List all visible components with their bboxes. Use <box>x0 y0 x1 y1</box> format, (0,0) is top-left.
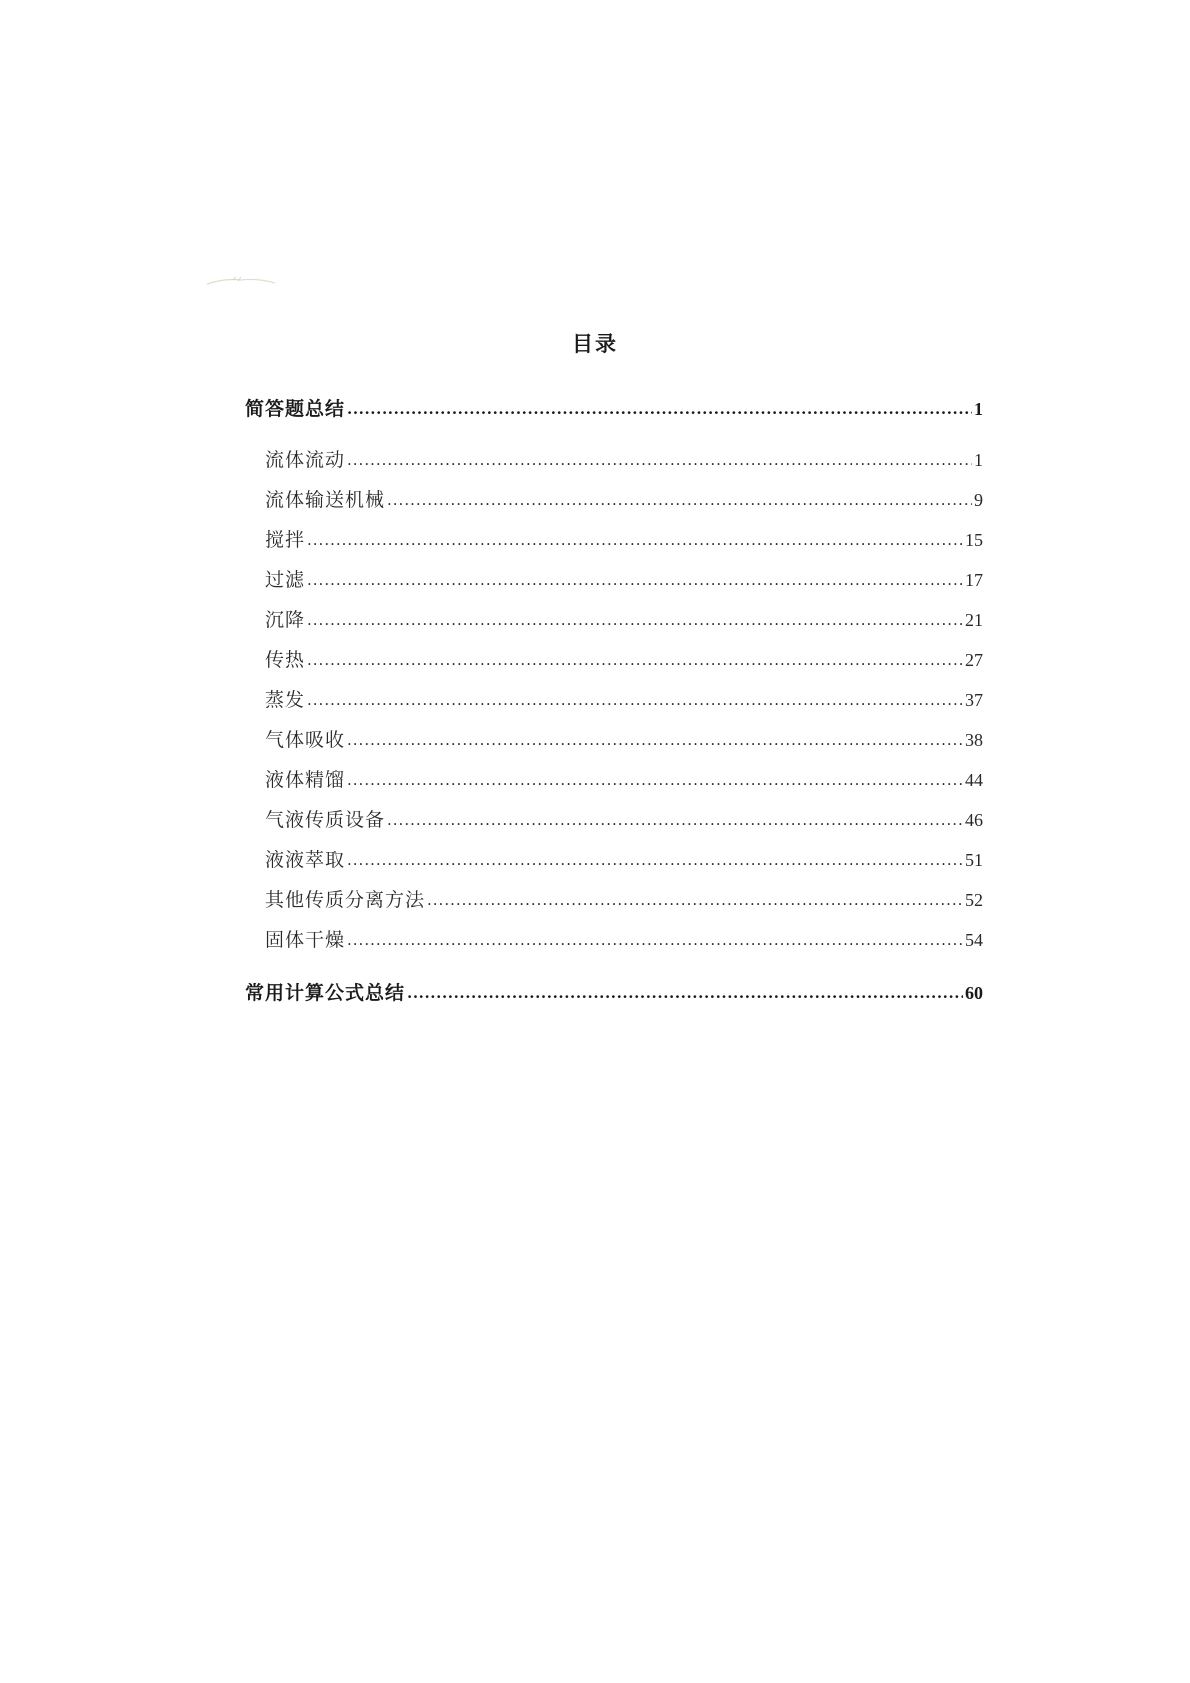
toc-entry[interactable] <box>245 395 983 423</box>
toc-leader-dots <box>307 605 963 633</box>
toc-entry-page: 51 <box>965 850 983 870</box>
toc-entry[interactable] <box>265 806 983 834</box>
toc-entry-page: 9 <box>974 490 983 510</box>
toc-leader-dots <box>347 394 972 422</box>
toc-leader-dots <box>427 885 963 913</box>
toc-entry[interactable] <box>265 926 983 954</box>
toc-entry-label: 液液萃取 <box>265 849 346 871</box>
toc-entry[interactable] <box>265 886 983 914</box>
toc-entry-label: 其他传质分离方法 <box>265 889 426 911</box>
toc-entry-label: 流体流动 <box>265 449 346 471</box>
toc-entry[interactable] <box>265 566 983 594</box>
toc-leader-dots <box>347 765 963 793</box>
toc-title: 目录 <box>572 331 618 356</box>
toc-entry-page: 52 <box>965 890 983 910</box>
toc-entry-page: 17 <box>965 570 983 590</box>
toc-entry[interactable] <box>245 979 983 1007</box>
toc-leader-dots <box>347 445 972 473</box>
toc-entry[interactable] <box>265 646 983 674</box>
toc-entry[interactable] <box>265 446 983 474</box>
toc-entry-page: 1 <box>974 450 983 470</box>
toc-entry-page: 44 <box>965 770 983 790</box>
toc-leader-dots <box>307 645 963 673</box>
toc-leader-dots <box>387 485 972 513</box>
toc-entry-page: 37 <box>965 690 983 710</box>
toc-entry-label: 液体精馏 <box>265 769 346 791</box>
toc-leader-dots <box>347 845 963 873</box>
toc-entry[interactable] <box>265 766 983 794</box>
scan-smudge-mark <box>205 274 277 288</box>
toc-entry-page: 27 <box>965 650 983 670</box>
toc-entry-page: 1 <box>974 399 983 419</box>
toc-leader-dots <box>407 978 963 1006</box>
toc-entry-label: 沉降 <box>265 609 306 631</box>
toc-entry-page: 38 <box>965 730 983 750</box>
toc-leader-dots <box>307 565 963 593</box>
toc-entry[interactable] <box>265 726 983 754</box>
toc-entry[interactable] <box>265 846 983 874</box>
toc-entry-label: 常用计算公式总结 <box>245 982 406 1004</box>
toc-entry-label: 过滤 <box>265 569 306 591</box>
toc-leader-dots <box>347 725 963 753</box>
toc-leader-dots <box>387 805 963 833</box>
toc-leader-dots <box>307 525 963 553</box>
toc-entry-label: 流体输送机械 <box>265 489 386 511</box>
toc-entry-label: 传热 <box>265 649 306 671</box>
toc-entry-page: 21 <box>965 610 983 630</box>
toc-entry-label: 固体干燥 <box>265 929 346 951</box>
toc-entry-page: 54 <box>965 930 983 950</box>
toc-entry-page: 15 <box>965 530 983 550</box>
toc-entry[interactable] <box>265 486 983 514</box>
toc-entry-label: 简答题总结 <box>245 398 346 420</box>
toc-entry-page: 46 <box>965 810 983 830</box>
toc-entry[interactable] <box>265 526 983 554</box>
toc-entry-label: 气液传质设备 <box>265 809 386 831</box>
toc-leader-dots <box>347 925 963 953</box>
toc-entry-label: 气体吸收 <box>265 729 346 751</box>
toc-entry[interactable] <box>265 606 983 634</box>
toc-entry-label: 搅拌 <box>265 529 306 551</box>
toc-entry-label: 蒸发 <box>265 689 306 711</box>
toc-entry[interactable] <box>265 686 983 714</box>
toc-entry-page: 60 <box>965 983 983 1003</box>
toc-leader-dots <box>307 685 963 713</box>
